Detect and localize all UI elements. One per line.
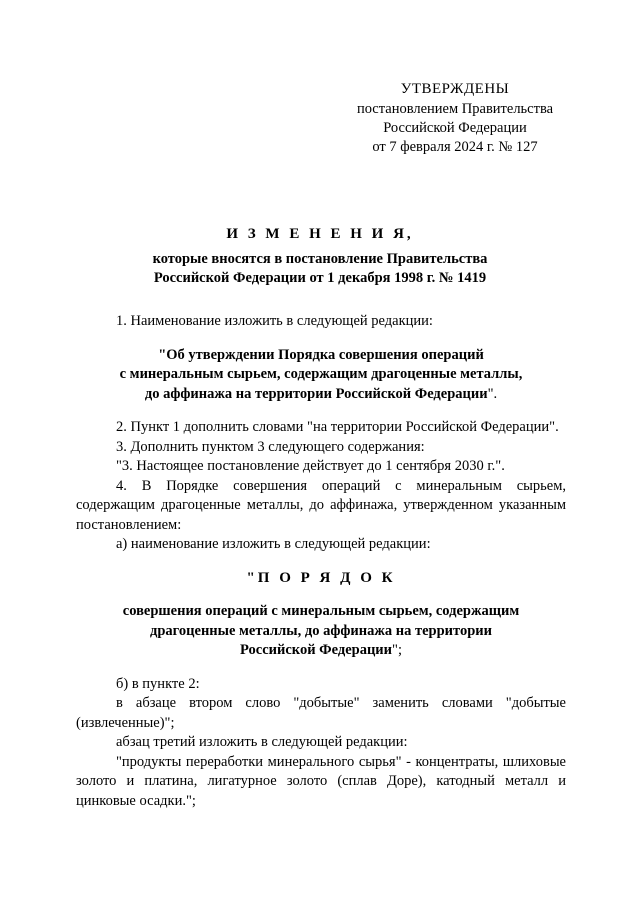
paragraph-3: 3. Дополнить пунктом 3 следующего содержания: bbox=[116, 438, 425, 455]
quote-1-line-1: "Об утверждении Порядка совершения операций bbox=[158, 346, 484, 363]
paragraph-1: 1. Наименование изложить в следующей редакции: bbox=[116, 313, 433, 329]
quote-1-line-3: до аффинажа на территории Российской Федерации bbox=[144, 385, 488, 402]
paragraph-5: 4. В Порядке совершения операций с минеральным сырьем, содержащим драгоценные металлы, до аффинажа, утвержденном указанным постановлением: bbox=[76, 477, 566, 533]
quote-1-line-2: с минеральным сырьем, содержащим драгоценные металлы, bbox=[119, 366, 523, 382]
document-title: И З М Е Н Е Н И Я, bbox=[226, 226, 414, 242]
paragraph-7: б) в пункте 2: bbox=[116, 675, 200, 692]
quote-1-end: ". bbox=[487, 385, 498, 402]
approved-line-3: от 7 февраля 2024 г. № 127 bbox=[372, 139, 538, 155]
poryadok-heading: "П О Р Я Д О К bbox=[246, 569, 396, 586]
quote-2-end: "; bbox=[392, 642, 402, 658]
paragraph-4: "3. Настоящее постановление действует до 1 сентября 2030 г.". bbox=[116, 458, 505, 474]
document-subtitle bbox=[60, 250, 580, 288]
paragraph-9: абзац третий изложить в следующей редакции: bbox=[116, 734, 408, 750]
subtitle-line-2: Российской Федерации от 1 декабря 1998 г. № 1419 bbox=[153, 270, 487, 286]
approved-line-1: постановлением Правительства bbox=[356, 101, 554, 117]
quote-1 bbox=[76, 346, 566, 405]
subtitle-line-1: которые вносятся в постановление Правительства bbox=[152, 251, 488, 267]
approval-block bbox=[330, 80, 580, 157]
document-body bbox=[76, 312, 566, 811]
paragraph-2: 2. Пункт 1 дополнить словами "на территории Российской Федерации". bbox=[116, 419, 559, 435]
paragraph-6: а) наименование изложить в следующей редакции: bbox=[116, 536, 431, 552]
quote-2-line-2: драгоценные металлы, до аффинажа на территории bbox=[150, 622, 492, 639]
approved-line-2: Российской Федерации bbox=[383, 120, 527, 136]
paragraph-10: "продукты переработки минерального сырья" - концентраты, шлиховые золото и платина, лигатурное золото (сплав Доре), катодный металл и цинковые осадки."; bbox=[76, 753, 566, 809]
approved-heading: УТВЕРЖДЕНЫ bbox=[400, 81, 510, 97]
quote-2-line-1: совершения операций с минеральным сырьем, содержащим bbox=[122, 603, 520, 619]
quote-2 bbox=[76, 602, 566, 661]
quote-2-line-3: Российской Федерации bbox=[240, 642, 393, 658]
paragraph-8: в абзаце втором слово "добытые" заменить словами "добытые (извлеченные)"; bbox=[76, 695, 566, 731]
